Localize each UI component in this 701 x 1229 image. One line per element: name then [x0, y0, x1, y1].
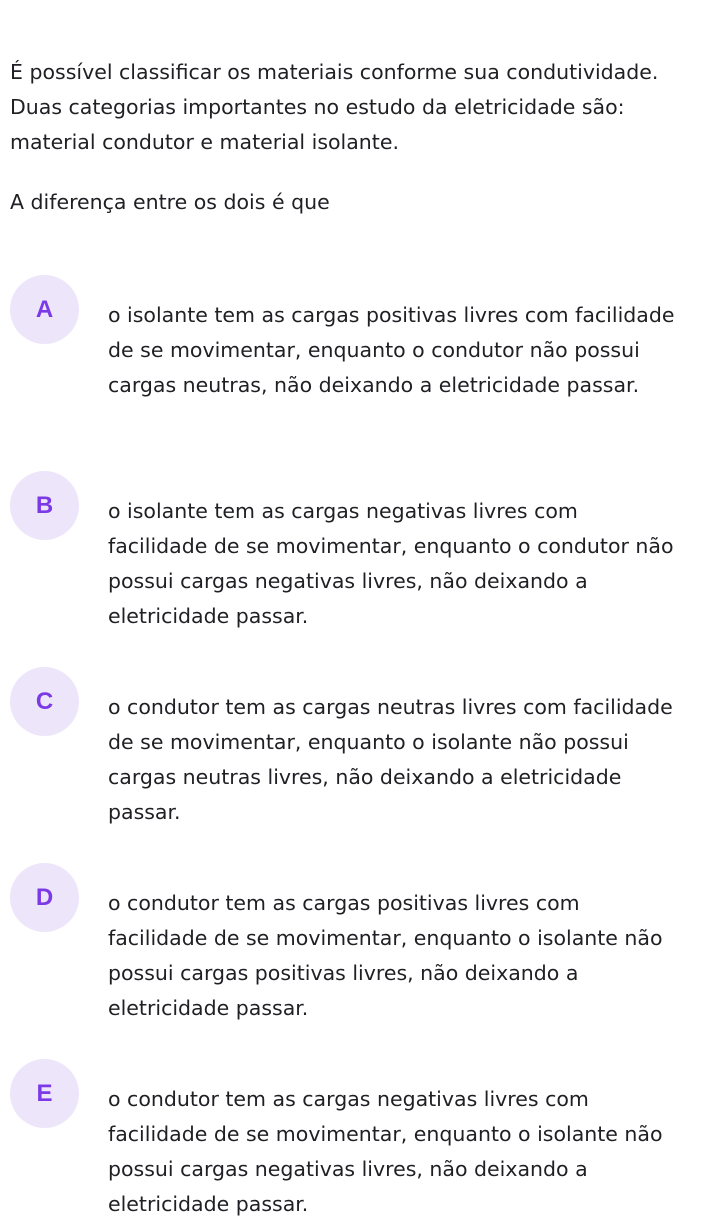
option-e[interactable]: [10, 1059, 690, 1229]
option-letter-badge[interactable]: E: [10, 1059, 79, 1128]
question-prompt: A diferença entre os dois é que: [10, 190, 330, 214]
option-letter-badge[interactable]: A: [10, 275, 79, 344]
question-statement: É possível classificar os materiais conforme sua condutividade. Duas categorias importantes no estudo da eletricidade são: material condutor e material isolante.: [10, 60, 659, 154]
option-letter-badge[interactable]: C: [10, 667, 79, 736]
option-d[interactable]: [10, 863, 690, 1033]
option-c[interactable]: [10, 667, 690, 837]
option-text: o isolante tem as cargas negativas livres com facilidade de se movimentar, enquanto o condutor não possui cargas negativas livres, não deixando a eletricidade passar.: [108, 499, 674, 628]
option-letter-badge[interactable]: B: [10, 471, 79, 540]
option-text: o condutor tem as cargas positivas livres com facilidade de se movimentar, enquanto o isolante não possui cargas positivas livres, não deixando a eletricidade passar.: [108, 891, 663, 1020]
option-text: o condutor tem as cargas negativas livres com facilidade de se movimentar, enquanto o isolante não possui cargas negativas livres, não deixando a eletricidade passar.: [108, 1087, 663, 1216]
option-a[interactable]: [10, 275, 690, 445]
option-letter-badge[interactable]: D: [10, 863, 79, 932]
option-text: o condutor tem as cargas neutras livres com facilidade de se movimentar, enquanto o isolante não possui cargas neutras livres, não deixando a eletricidade passar.: [108, 695, 673, 824]
option-b[interactable]: [10, 471, 690, 641]
option-text: o isolante tem as cargas positivas livres com facilidade de se movimentar, enquanto o condutor não possui cargas neutras, não deixando a eletricidade passar.: [108, 303, 675, 397]
